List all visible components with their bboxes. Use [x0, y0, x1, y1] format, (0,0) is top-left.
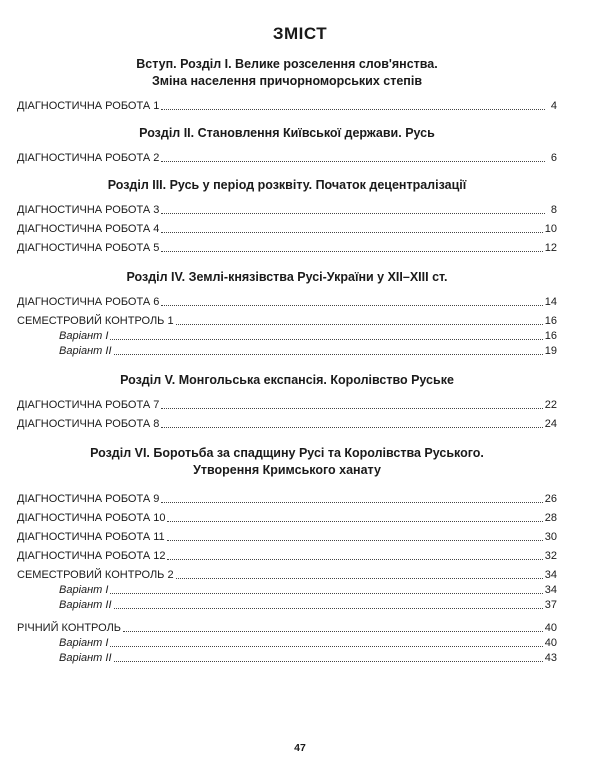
toc-entry — [17, 397, 557, 412]
toc-entry-label: ДІАГНОСТИЧНА РОБОТА 4 — [17, 223, 160, 235]
dot-leader — [161, 501, 542, 503]
toc-subentry — [17, 328, 557, 343]
section-title-line: Розділ V. Монгольська експансія. Королівство Руське — [120, 373, 454, 387]
toc-entry — [17, 150, 557, 165]
toc-entry-label: ДІАГНОСТИЧНА РОБОТА 1 — [17, 100, 160, 112]
toc-entry — [17, 240, 557, 255]
section-title-line: Утворення Кримського ханату — [193, 463, 381, 477]
page-number: 47 — [294, 742, 306, 754]
toc-entry-page: 30 — [544, 531, 557, 543]
toc-entry-page: 37 — [544, 599, 557, 611]
dot-leader — [161, 250, 542, 252]
dot-leader — [161, 212, 545, 214]
toc-subentry — [17, 650, 557, 665]
dot-leader — [161, 160, 545, 162]
dot-leader — [161, 407, 542, 409]
section-title — [17, 177, 557, 194]
toc-entry-label: ДІАГНОСТИЧНА РОБОТА 7 — [17, 399, 160, 411]
toc-entry-page: 10 — [544, 223, 557, 235]
toc-entry — [17, 416, 557, 431]
toc-entry-label: ДІАГНОСТИЧНА РОБОТА 8 — [17, 418, 160, 430]
dot-leader — [167, 520, 542, 522]
section-title-line: Розділ ІІІ. Русь у період розквіту. Початок децентралізації — [107, 178, 467, 192]
toc-entry — [17, 548, 557, 563]
toc-entry-page: 28 — [544, 512, 557, 524]
toc-entry — [17, 202, 557, 217]
toc-subentry-label: Варіант І — [59, 330, 109, 342]
toc-subentry — [17, 582, 557, 597]
dot-leader — [114, 660, 543, 662]
section-title — [17, 372, 557, 389]
toc-entry — [17, 221, 557, 236]
dot-leader — [176, 323, 543, 325]
toc-entry-label: ДІАГНОСТИЧНА РОБОТА 2 — [17, 152, 160, 164]
toc-entry-label: ДІАГНОСТИЧНА РОБОТА 10 — [17, 512, 166, 524]
toc-entry — [17, 529, 557, 544]
dot-leader — [167, 558, 542, 560]
toc-entry-label: ДІАГНОСТИЧНА РОБОТА 5 — [17, 242, 160, 254]
dot-leader — [110, 338, 542, 340]
toc-entry — [17, 510, 557, 525]
toc-entry-page: 16 — [544, 315, 557, 327]
toc-entry — [17, 620, 557, 635]
toc-entry-label: ДІАГНОСТИЧНА РОБОТА 3 — [17, 204, 160, 216]
dot-leader — [167, 539, 543, 541]
toc-subentry — [17, 597, 557, 612]
dot-leader — [161, 304, 542, 306]
toc-subentry-label: Варіант ІІ — [59, 599, 112, 611]
toc-entry-page: 32 — [544, 550, 557, 562]
toc-subentry — [17, 635, 557, 650]
dot-leader — [110, 645, 542, 647]
toc-entry-label: ДІАГНОСТИЧНА РОБОТА 12 — [17, 550, 166, 562]
toc-entry-label: СЕМЕСТРОВИЙ КОНТРОЛЬ 2 — [17, 569, 174, 581]
toc-entry-page: 4 — [550, 100, 557, 112]
toc-entry-page: 14 — [544, 296, 557, 308]
toc-entry-label: ДІАГНОСТИЧНА РОБОТА 9 — [17, 493, 160, 505]
dot-leader — [161, 426, 542, 428]
toc-entry-page: 40 — [544, 637, 557, 649]
section-title-line: Розділ IV. Землі-князівства Русі-України у ХІІ–ХІІІ ст. — [126, 270, 448, 284]
toc-entry — [17, 491, 557, 506]
toc-entry-page: 24 — [544, 418, 557, 430]
section-title-line: Зміна населення причорноморських степів — [151, 74, 423, 88]
section-title — [17, 56, 557, 90]
toc-entry-page: 26 — [544, 493, 557, 505]
section-title — [17, 269, 557, 286]
toc-entry-page: 43 — [544, 652, 557, 664]
toc-entry-page: 12 — [544, 242, 557, 254]
section-title-line: Розділ ІІ. Становлення Київської держави. Русь — [139, 126, 435, 140]
toc-entry-page: 6 — [550, 152, 557, 164]
toc-entry — [17, 98, 557, 113]
dot-leader — [176, 577, 543, 579]
section-title — [17, 445, 557, 479]
toc-entry — [17, 294, 557, 309]
toc-subentry-label: Варіант ІІ — [59, 345, 112, 357]
dot-leader — [110, 592, 542, 594]
table-of-contents — [17, 56, 557, 665]
toc-entry-label: СЕМЕСТРОВИЙ КОНТРОЛЬ 1 — [17, 315, 174, 327]
toc-entry-label: ДІАГНОСТИЧНА РОБОТА 6 — [17, 296, 160, 308]
toc-entry-page: 8 — [550, 204, 557, 216]
dot-leader — [123, 630, 543, 632]
toc-entry-page: 40 — [544, 622, 557, 634]
toc-entry-page: 34 — [544, 569, 557, 581]
toc-subentry-label: Варіант ІІ — [59, 652, 112, 664]
page-title: ЗМІСТ — [272, 24, 328, 43]
section-title — [17, 125, 557, 142]
toc-entry-label: РІЧНИЙ КОНТРОЛЬ — [17, 622, 122, 634]
toc-subentry-label: Варіант І — [59, 584, 109, 596]
toc-entry-page: 19 — [544, 345, 557, 357]
section-title-line: Розділ VI. Боротьба за спадщину Русі та Королівства Руського. — [90, 446, 484, 460]
toc-entry-page: 16 — [544, 330, 557, 342]
toc-entry — [17, 567, 557, 582]
toc-subentry-label: Варіант І — [59, 637, 109, 649]
dot-leader — [114, 607, 543, 609]
toc-entry-page: 34 — [544, 584, 557, 596]
dot-leader — [161, 108, 545, 110]
toc-entry-page: 22 — [544, 399, 557, 411]
toc-entry-label: ДІАГНОСТИЧНА РОБОТА 11 — [17, 531, 165, 543]
section-title-line: Вступ. Розділ І. Велике розселення слов'янства. — [136, 57, 438, 71]
toc-subentry — [17, 343, 557, 358]
toc-entry — [17, 313, 557, 328]
dot-leader — [161, 231, 542, 233]
dot-leader — [114, 353, 543, 355]
